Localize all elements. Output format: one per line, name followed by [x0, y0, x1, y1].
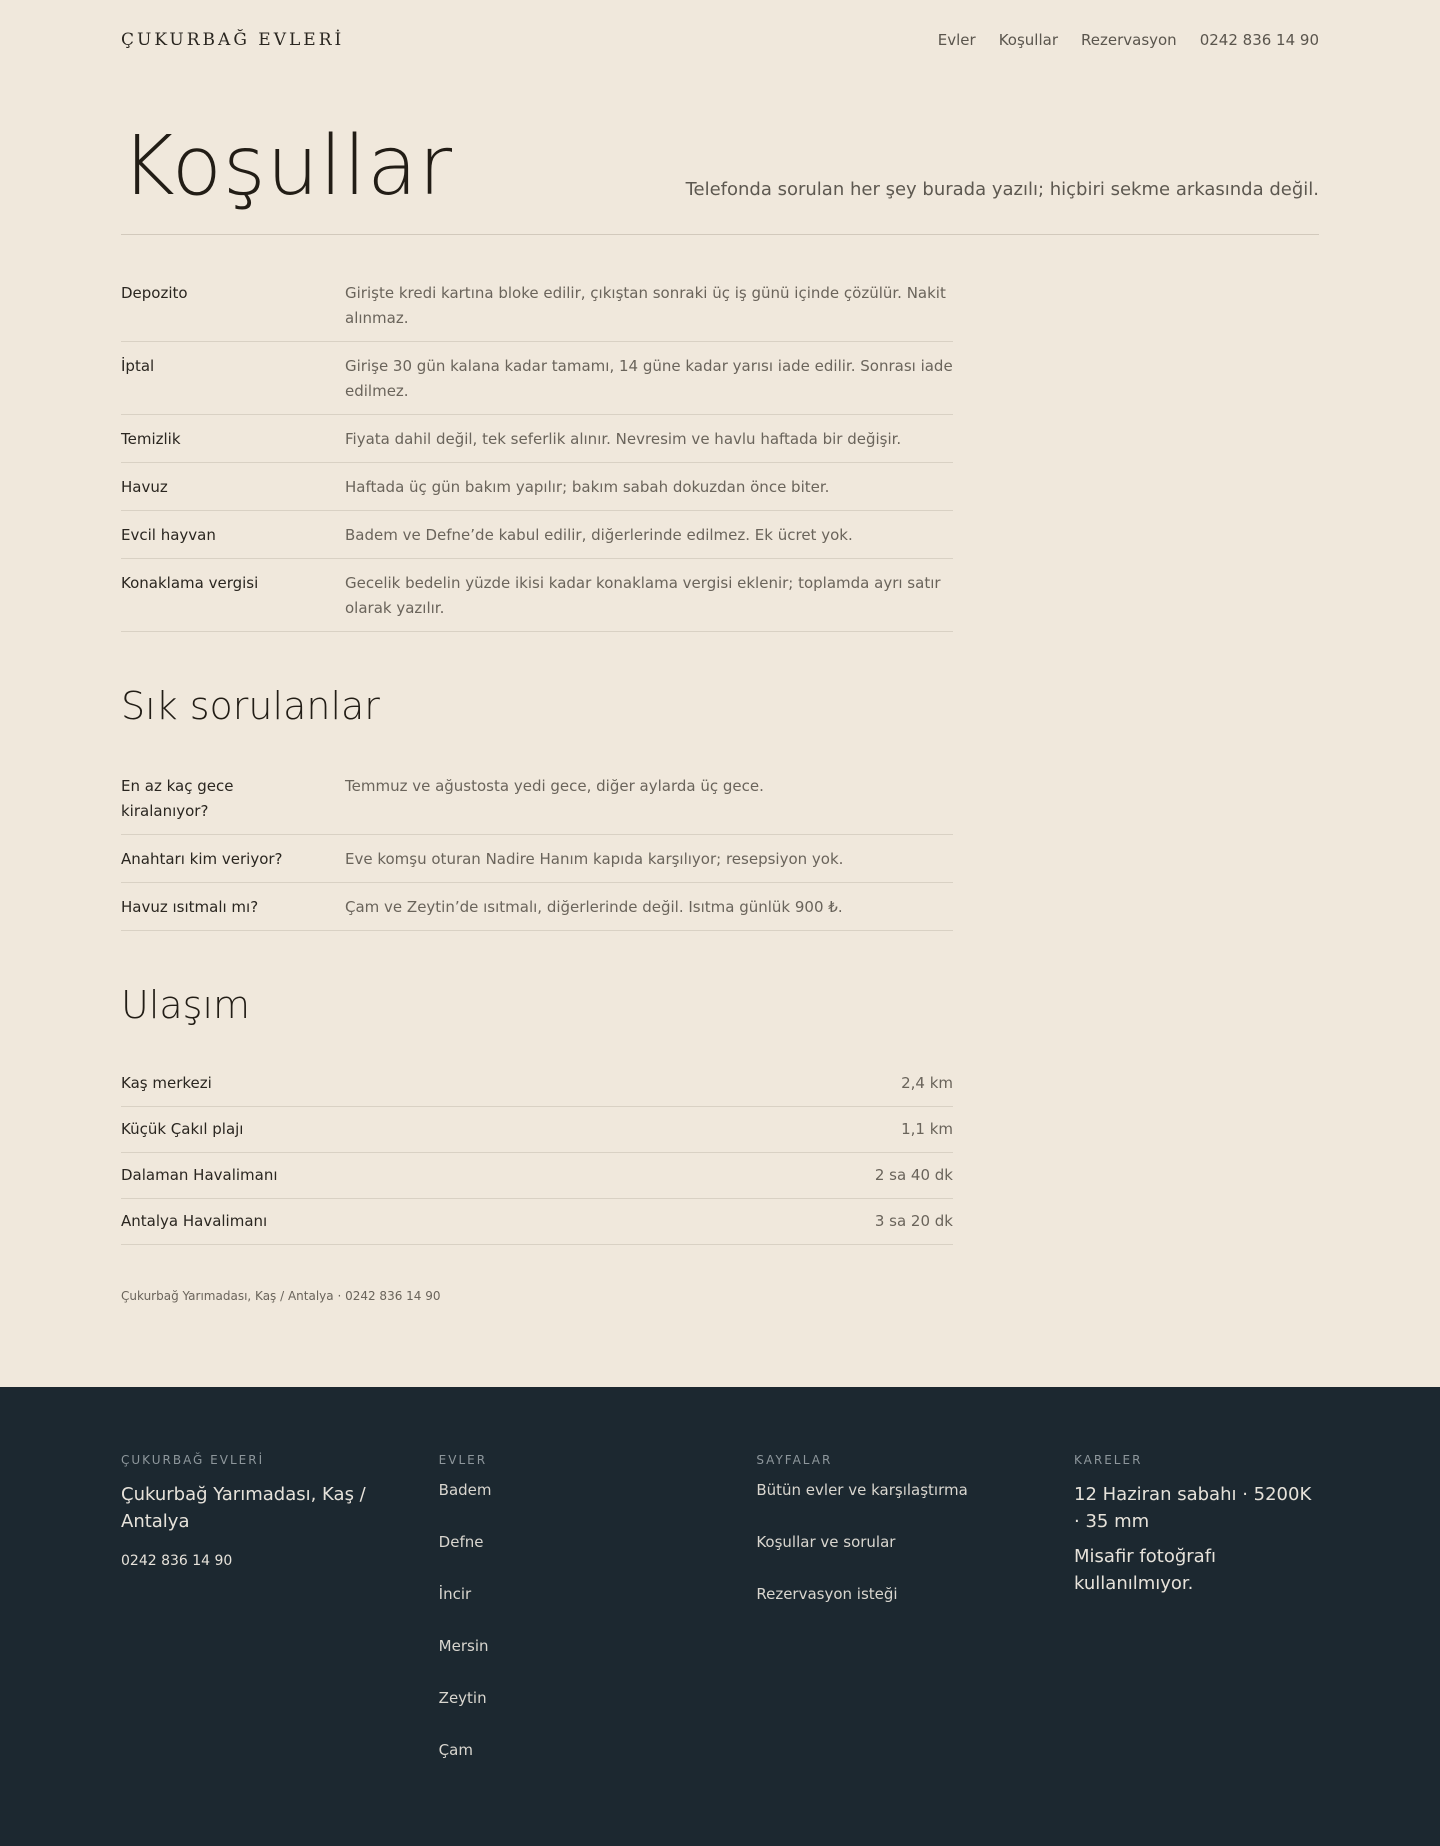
transport-list — [121, 1061, 953, 1245]
condition-row — [121, 269, 953, 342]
faq-question: Havuz ısıtmalı mı? — [121, 898, 259, 916]
footer-heading: ÇUKURBAĞ EVLERİ — [121, 1453, 265, 1467]
footer-link-cam[interactable]: Çam — [438, 1741, 473, 1759]
main-nav — [938, 31, 1319, 49]
condition-row — [121, 342, 953, 415]
transport-place: Dalaman Havalimanı — [121, 1166, 278, 1184]
faq-answer: Çam ve Zeytin’de ısıtmalı, diğerlerinde değil. Isıtma günlük 900 ₺. — [345, 898, 843, 916]
footer-link-incir[interactable]: İncir — [438, 1585, 472, 1603]
top-bar — [121, 0, 1319, 80]
condition-label: Temizlik — [121, 430, 181, 448]
faq-row — [121, 762, 953, 835]
footer-col-houses — [439, 1453, 757, 1846]
nav-link-rezervasyon[interactable]: Rezervasyon — [1081, 31, 1177, 49]
transport-distance: 2 sa 40 dk — [874, 1166, 953, 1184]
transport-distance: 3 sa 20 dk — [874, 1212, 953, 1230]
condition-row — [121, 415, 953, 463]
faq-question: En az kaç gece kiralanıyor? — [121, 777, 234, 820]
footer-page-links — [756, 1481, 1074, 1603]
transport-row — [121, 1107, 953, 1153]
footer-link-conditions[interactable]: Koşullar ve sorular — [756, 1533, 896, 1551]
condition-row — [121, 559, 953, 632]
nav-phone-link[interactable]: 0242 836 14 90 — [1199, 31, 1319, 49]
conditions-list — [121, 269, 953, 632]
address-line: Çukurbağ Yarımadası, Kaş / Antalya · 0242 836 14 90 — [121, 1289, 441, 1303]
condition-row — [121, 463, 953, 511]
transport-row — [121, 1153, 953, 1199]
page-title: Koşullar — [121, 119, 454, 214]
footer-link-defne[interactable]: Defne — [438, 1533, 484, 1551]
footer-heading: SAYFALAR — [756, 1453, 833, 1467]
transport-heading: Ulaşım — [121, 983, 251, 1027]
faq-answer: Temmuz ve ağustosta yedi gece, diğer aylarda üç gece. — [345, 777, 764, 795]
condition-label: Havuz — [121, 478, 168, 496]
footer-col-frames — [1074, 1453, 1319, 1846]
page-lede: Telefonda sorulan her şey burada yazılı; hiçbiri sekme arkasında değil. — [685, 179, 1319, 200]
footer-heading: EVLER — [438, 1453, 488, 1467]
faq-answer: Eve komşu oturan Nadire Hanım kapıda karşılıyor; resepsiyon yok. — [345, 850, 844, 868]
footer-col-pages — [756, 1453, 1074, 1846]
brand-logo[interactable]: ÇUKURBAĞ EVLERİ — [121, 30, 345, 50]
footer-col-brand — [121, 1453, 439, 1846]
condition-row — [121, 511, 953, 559]
faq-list — [121, 762, 953, 931]
footer-link-mersin[interactable]: Mersin — [438, 1637, 489, 1655]
condition-text: Girişte kredi kartına bloke edilir, çıkıştan sonraki üç iş günü içinde çözülür. Nakit alınmaz. — [345, 284, 946, 327]
condition-text: Badem ve Defne’de kabul edilir, diğerlerinde edilmez. Ek ücret yok. — [345, 526, 853, 544]
condition-text: Gecelik bedelin yüzde ikisi kadar konaklama vergisi eklenir; toplamda ayrı satır olarak yazılır. — [345, 574, 941, 617]
footer-house-links — [439, 1481, 757, 1759]
footer-phone[interactable]: 0242 836 14 90 — [121, 1553, 233, 1569]
nav-link-kosullar[interactable]: Koşullar — [998, 31, 1058, 49]
condition-label: Depozito — [121, 284, 188, 302]
transport-row — [121, 1061, 953, 1107]
transport-row — [121, 1199, 953, 1245]
site-footer — [0, 1387, 1440, 1846]
faq-question: Anahtarı kim veriyor? — [121, 850, 283, 868]
faq-row — [121, 883, 953, 931]
footer-address: Çukurbağ Yarımadası, Kaş / Antalya — [121, 1484, 366, 1532]
faq-heading: Sık sorulanlar — [121, 684, 380, 728]
condition-text: Fiyata dahil değil, tek seferlik alınır. Nevresim ve havlu haftada bir değişir. — [345, 430, 902, 448]
condition-text: Haftada üç gün bakım yapılır; bakım sabah dokuzdan önce biter. — [345, 478, 830, 496]
footer-photo-note: 12 Haziran sabahı · 5200K · 35 mm — [1074, 1484, 1312, 1532]
condition-label: İptal — [121, 357, 155, 375]
footer-link-badem[interactable]: Badem — [438, 1481, 492, 1499]
footer-link-reservation[interactable]: Rezervasyon isteği — [756, 1585, 898, 1603]
condition-label: Evcil hayvan — [121, 526, 216, 544]
condition-label: Konaklama vergisi — [121, 574, 259, 592]
footer-photo-note: Misafir fotoğrafı kullanılmıyor. — [1074, 1546, 1217, 1594]
nav-link-evler[interactable]: Evler — [937, 31, 976, 49]
condition-text: Girişe 30 gün kalana kadar tamamı, 14 güne kadar yarısı iade edilir. Sonrası iade edilmez. — [345, 357, 953, 400]
transport-place: Kaş merkezi — [121, 1074, 212, 1092]
transport-distance: 1,1 km — [901, 1120, 953, 1138]
faq-row — [121, 835, 953, 883]
transport-place: Küçük Çakıl plajı — [121, 1120, 244, 1138]
footer-heading: KARELER — [1074, 1453, 1143, 1467]
page-hero — [121, 80, 1319, 235]
transport-distance: 2,4 km — [901, 1074, 953, 1092]
footer-link-zeytin[interactable]: Zeytin — [438, 1689, 487, 1707]
main-content — [121, 269, 953, 1303]
footer-link-all-houses[interactable]: Bütün evler ve karşılaştırma — [756, 1481, 968, 1499]
transport-place: Antalya Havalimanı — [121, 1212, 268, 1230]
